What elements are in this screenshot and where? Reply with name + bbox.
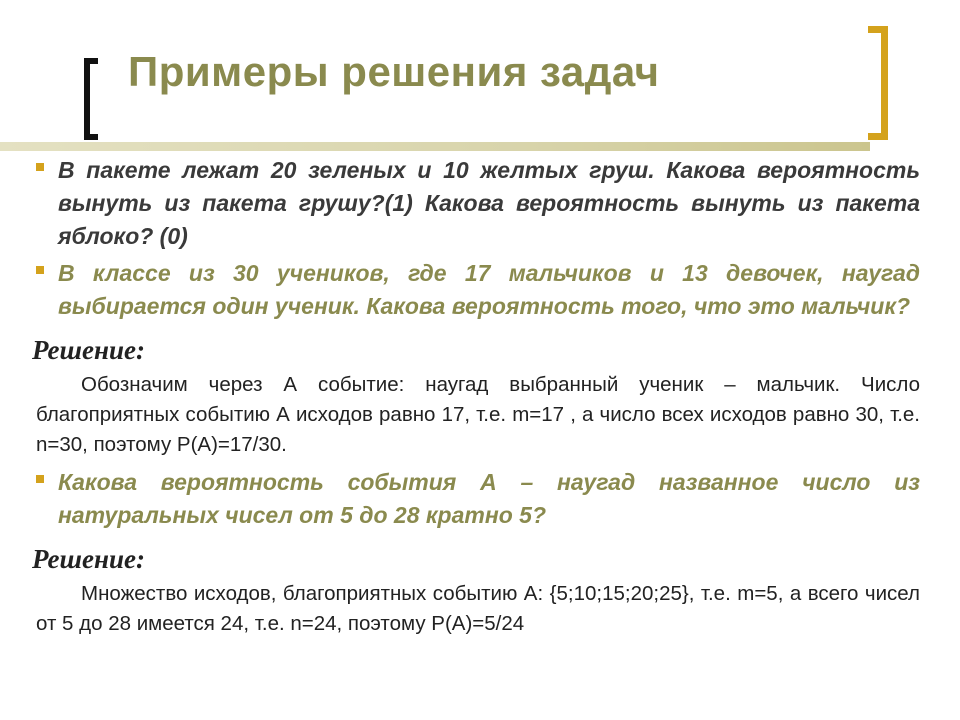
bullet-item-3 (36, 466, 920, 532)
bullet-item-2 (36, 257, 920, 323)
title-divider (0, 142, 870, 151)
bullet-square-icon (36, 163, 44, 171)
bullet-text-1: В пакете лежат 20 зеленых и 10 желтых груш. Какова вероятность вынуть из пакета грушу?(1) Какова вероятность вынуть из пакета яблоко? (0) (58, 157, 920, 249)
bullet-square-icon (36, 475, 44, 483)
solution-text-1: Обозначим через А событие: наугад выбранный ученик – мальчик. Число благоприятных событию А исходов равно 17, т.е. m=17 , а число всех исходов равно 30, т.е. n=30, поэтому P(A)=17/30. (36, 373, 920, 456)
solution-heading-1: Решение: (32, 335, 145, 365)
solution-heading-2: Решение: (32, 544, 145, 574)
solution-text-2: Множество исходов, благоприятных событию А: {5;10;15;20;25}, т.е. m=5, а всего чисел от 5 до 28 имеется 24, т.е. n=24, поэтому P(A)=5/24 (36, 582, 920, 635)
bullet-square-icon (36, 266, 44, 274)
bullet-text-2: В классе из 30 учеников, где 17 мальчиков и 13 девочек, наугад выбирается один ученик. Какова вероятность того, что это мальчик? (58, 260, 920, 319)
slide-title: Примеры решения задач (128, 48, 660, 95)
bullet-text-3: Какова вероятность события А – наугад названное число из натуральных чисел от 5 до 28 кратно 5? (58, 469, 920, 528)
slide-content (32, 152, 920, 639)
right-bracket-decoration (868, 26, 888, 140)
bullet-item-1 (36, 154, 920, 253)
left-bracket-decoration (84, 58, 98, 140)
